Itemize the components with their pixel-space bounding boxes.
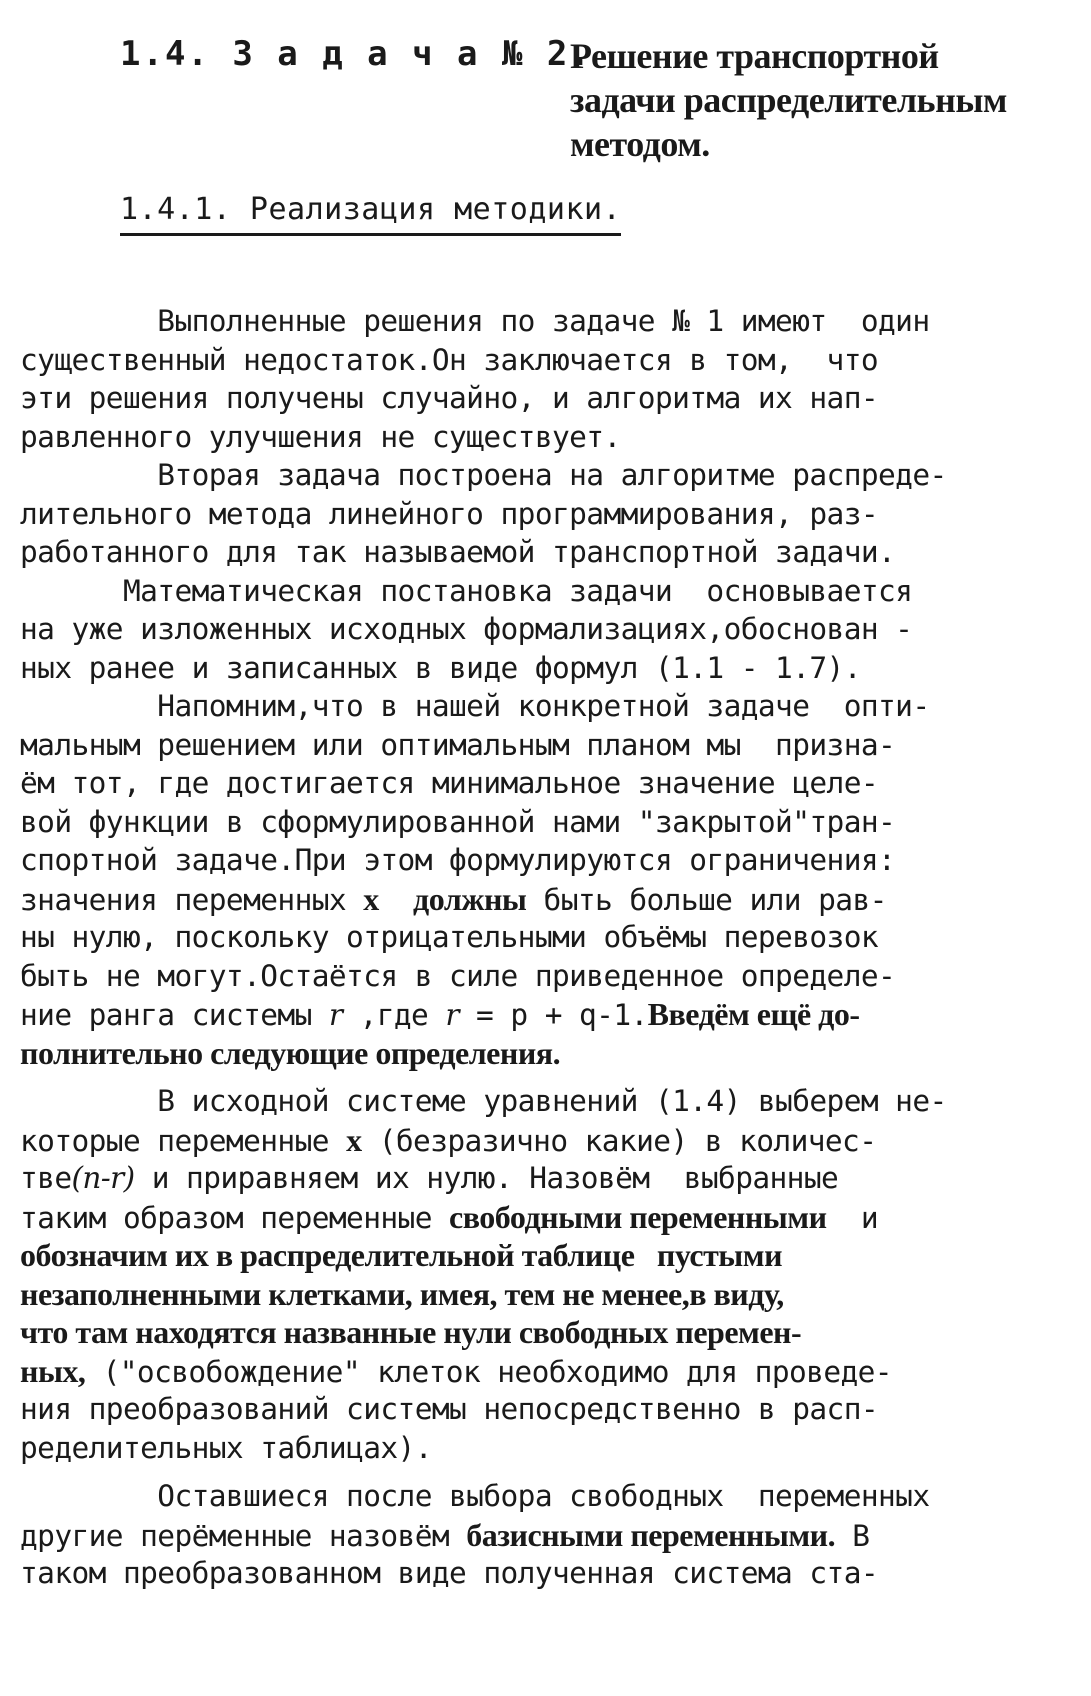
text-line [20, 1390, 1068, 1429]
text-run: ны нулю, поскольку отрицательными объёмы перевозок [20, 920, 879, 954]
text-line [20, 341, 1068, 380]
text-run: существенный недостаток.Он заключается в том, что [20, 342, 879, 377]
text-run: тве [20, 1161, 72, 1195]
emphasis-text: базисными переменными. [466, 1516, 836, 1553]
text-run: которые переменные [20, 1123, 347, 1158]
subsection-heading: 1.4.1. Реализация методики. [120, 192, 621, 236]
text-run: ния преобразований системы непосредственно в расп- [20, 1392, 879, 1426]
text-run: ние ранга системы [20, 998, 329, 1032]
emphasis-text: Введём ещё до- [647, 996, 860, 1032]
text-run: ных ранее и записанных в виде формул (1.1 - 1.7). [20, 650, 861, 685]
text-line [20, 995, 1068, 1034]
text-run: и приравняем их нулю. Назовём выбранные [134, 1161, 839, 1195]
text-line [20, 880, 1068, 919]
text-line [20, 649, 1068, 688]
section-number: 1.4. З а д а ч а № 2. [120, 34, 592, 74]
text-line [20, 1082, 1068, 1121]
text-run: Математическая постановка задачи основывается [20, 573, 913, 608]
body-text [20, 302, 1068, 1593]
text-run: ём тот, где достигается минимальное значение целе- [20, 766, 879, 800]
text-line [20, 1554, 1068, 1593]
text-run: быть не могут.Остаётся в силе приведенное определе- [20, 958, 896, 993]
text-run: работанного для так называемой транспортной задачи. [20, 535, 896, 569]
emphasis-text: что там находятся названные нули свободных перемен- [20, 1314, 802, 1350]
text-line [20, 1198, 1068, 1237]
text-line [20, 1477, 1068, 1516]
emphasis-text: свободными переменными [449, 1198, 827, 1235]
text-run: В [835, 1518, 870, 1553]
text-line [20, 841, 1068, 880]
text-run: Вторая задача построена на алгоритме распреде- [20, 458, 947, 492]
text-run: и [826, 1200, 878, 1235]
text-run: мальным решением или оптимальным планом мы призна- [20, 727, 896, 762]
text-line [20, 764, 1068, 803]
text-line [20, 610, 1068, 649]
text-run: равленного улучшения не существует. [20, 419, 621, 454]
text-run: таким образом переменные [20, 1200, 450, 1235]
text-run: спортной задаче.При этом формулируются ограничения: [20, 843, 896, 877]
text-line [20, 1236, 1068, 1275]
section-title-line: задачи распределительным [570, 80, 1007, 120]
emphasis-text: ных, [20, 1352, 86, 1389]
text-line [20, 1516, 1068, 1555]
section-title-line: Решение транспортной [570, 36, 939, 76]
text-line [20, 1352, 1068, 1391]
text-line [20, 572, 1068, 611]
text-line [20, 1159, 1068, 1198]
text-run: Оставшиеся после выбора свободных переменных [20, 1479, 930, 1513]
emphasis-text: должны [413, 880, 527, 917]
text-run: таком преобразованном виде полученная система ста- [20, 1556, 879, 1590]
text-line [20, 1313, 1068, 1352]
emphasis-text: x [363, 880, 379, 917]
text-line [20, 495, 1068, 534]
text-line [20, 957, 1068, 996]
text-line [20, 1429, 1068, 1468]
section-title-line: методом. [570, 124, 710, 164]
text-run: быть больше или рав- [526, 882, 887, 917]
emphasis-text: незаполненными клетками, имея, тем не менее,в виду, [20, 1275, 784, 1312]
text-run: Выполненные решения по задаче № 1 имеют один [20, 304, 930, 338]
text-run: ("освобождение" клеток необходимо для проведе- [85, 1354, 892, 1389]
math-symbol: (n-r) [71, 1161, 135, 1195]
text-line [20, 1275, 1068, 1314]
emphasis-text: обозначим их в распределительной таблице пустыми [20, 1237, 782, 1273]
text-line [20, 379, 1068, 418]
text-line [20, 418, 1068, 457]
text-run: Напомним,что в нашей конкретной задаче опти- [20, 689, 930, 723]
section-title [570, 34, 1050, 166]
math-symbol: r [445, 998, 459, 1032]
text-run: значения переменных [20, 882, 364, 917]
text-run: ,где [342, 998, 446, 1032]
text-run: другие перёменные назовём [20, 1518, 467, 1553]
text-run [379, 883, 413, 917]
text-run: (безразично какие) в количес- [361, 1123, 877, 1158]
text-run: = p + q-1. [458, 998, 648, 1032]
text-line [20, 918, 1068, 957]
math-symbol: r [328, 998, 343, 1032]
emphasis-text: полнительно следующие определения. [20, 1034, 561, 1071]
text-line [20, 456, 1068, 495]
text-line [20, 533, 1068, 572]
text-line [20, 726, 1068, 765]
text-line [20, 302, 1068, 341]
text-line [20, 803, 1068, 842]
text-run: ределительных таблицах). [20, 1430, 432, 1465]
text-line [20, 1121, 1068, 1160]
text-line [20, 1034, 1068, 1073]
text-run: В исходной системе уравнений (1.4) выберем не- [20, 1084, 947, 1118]
text-run: на уже изложенных исходных формализациях,обоснован - [20, 612, 913, 646]
text-run: вой функции в сформулированной нами "закрытой"тран- [20, 804, 896, 839]
text-line [20, 687, 1068, 726]
text-run: лительного метода линейного программирования, раз- [20, 496, 879, 531]
emphasis-text: x [346, 1121, 362, 1158]
text-run: эти решения получены случайно, и алгоритма их нап- [20, 381, 879, 415]
